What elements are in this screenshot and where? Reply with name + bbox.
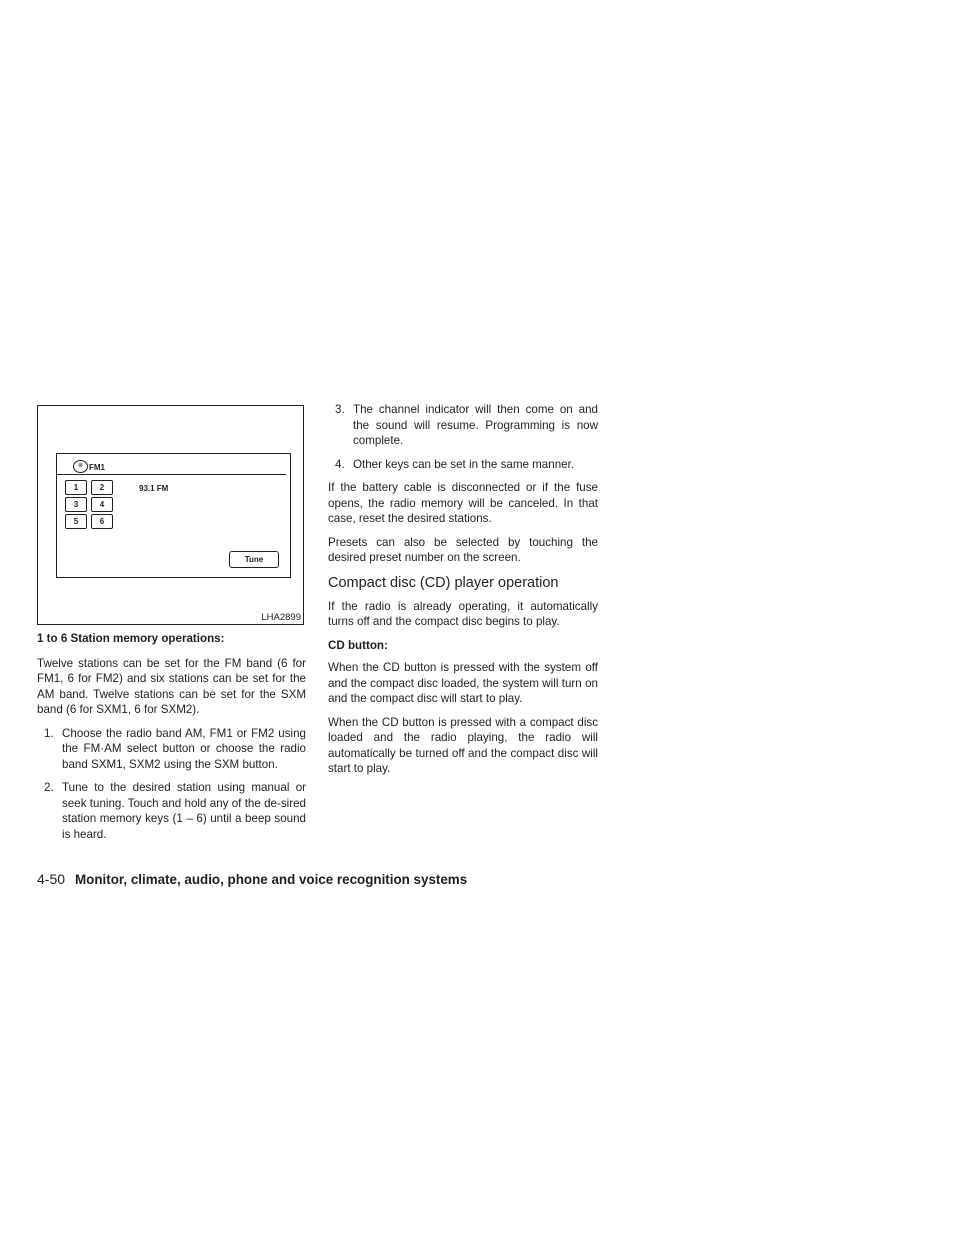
- preset-button-4[interactable]: 4: [91, 497, 113, 512]
- step-3: [328, 402, 598, 449]
- cd-intro-paragraph: If the radio is already operating, it automatically turns off and the compact disc begins to play.: [328, 599, 598, 628]
- intro-paragraph: Twelve stations can be set for the FM band (6 for FM1, 6 for FM2) and six stations can be set for the AM band. Twelve stations can be set for the SXM band (6 for SXM1, 6 for SXM2).: [37, 656, 306, 716]
- preset-button-2[interactable]: 2: [91, 480, 113, 495]
- tune-button[interactable]: Tune: [229, 551, 279, 568]
- step-2: [37, 780, 306, 842]
- preset-button-6[interactable]: 6: [91, 514, 113, 529]
- step-number: 1.: [44, 726, 54, 740]
- step-number: 2.: [44, 781, 54, 794]
- step-number: 4.: [335, 457, 345, 471]
- step-number: 3.: [335, 403, 345, 416]
- frequency-display: 93.1 FM: [139, 484, 169, 493]
- band-label: FM1: [89, 463, 105, 472]
- preset-button-1[interactable]: 1: [65, 480, 87, 495]
- step-1: [37, 726, 306, 773]
- radio-screen-illustration: [56, 453, 291, 578]
- cd-paragraph-2: When the CD button is pressed with a compact disc loaded and the radio playing, the radio will automatically be turned off and the compact disc will start to play.: [328, 715, 598, 775]
- screen-divider: [57, 474, 286, 475]
- step-text: Other keys can be set in the same manner.: [353, 457, 575, 471]
- presets-paragraph: Presets can also be selected by touching the desired preset number on the screen.: [328, 535, 598, 564]
- preset-button-3[interactable]: 3: [65, 497, 87, 512]
- page-number: 4-50: [37, 871, 66, 887]
- cd-button-heading: CD button:: [328, 638, 388, 652]
- preset-button-5[interactable]: 5: [65, 514, 87, 529]
- cd-section-heading: Compact disc (CD) player operation: [328, 574, 559, 591]
- audio-source-icon: ⊗: [73, 460, 88, 473]
- figure-caption: 1 to 6 Station memory operations:: [37, 632, 225, 645]
- cd-paragraph-1: When the CD button is pressed with the system off and the compact disc loaded, the system will turn on and the compact disc will start to play.: [328, 661, 598, 705]
- step-text: The channel indicator will then come on and the sound will resume. Programming is now complete.: [353, 403, 598, 447]
- radio-preset-figure: [37, 405, 304, 625]
- figure-code: LHA2899: [261, 612, 301, 623]
- step-text: Tune to the desired station using manual or seek tuning. Touch and hold any of the de-sired station memory keys (1 – 6) until a beep sound is heard.: [62, 781, 306, 841]
- page-footer: [37, 871, 467, 887]
- battery-paragraph: If the battery cable is disconnected or if the fuse opens, the radio memory will be canceled. In that case, reset the desired stations.: [328, 481, 598, 525]
- section-title: Monitor, climate, audio, phone and voice recognition systems: [75, 872, 468, 887]
- right-column: [328, 402, 598, 785]
- step-text: Choose the radio band AM, FM1 or FM2 using the FM·AM select button or choose the radio band SXM1, SXM2 using the SXM button.: [62, 726, 306, 771]
- step-4: [328, 457, 598, 473]
- left-column: [37, 631, 306, 850]
